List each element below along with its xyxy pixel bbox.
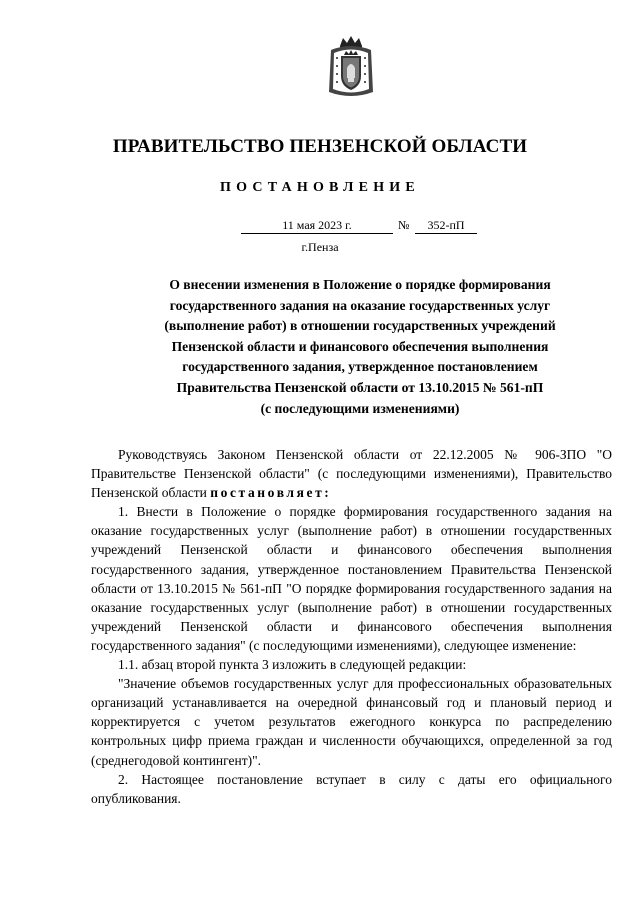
item-2-paragraph: 2. Настоящее постановление вступает в силу с даты его официального опубликования.: [91, 771, 612, 806]
decree-body: [91, 445, 612, 808]
item-1-1-paragraph: 1.1. абзац второй пункта 3 изложить в следующей редакции:: [118, 657, 467, 673]
document-type: ПОСТАНОВЛЕНИЕ: [220, 180, 420, 195]
title-line: Правительства Пензенской области от 13.10.2015 № 561-пП: [176, 379, 544, 395]
decree-number: 352-пП: [415, 218, 477, 234]
decree-date: 11 мая 2023 г.: [241, 218, 393, 234]
title-line: государственного задания на оказание государственных услуг: [169, 297, 551, 313]
title-line: О внесении изменения в Положение о порядке формирования: [169, 277, 551, 292]
government-name: ПРАВИТЕЛЬСТВО ПЕНЗЕНСКОЙ ОБЛАСТИ: [112, 136, 528, 157]
penza-coat-of-arms-icon: [326, 34, 376, 100]
city: г.Пенза: [301, 240, 339, 254]
decree-title: [100, 275, 620, 419]
title-line: (с последующими изменениями): [260, 400, 460, 416]
item-1-paragraph: 1. Внести в Положение о порядке формирования государственного задания на оказание государственных услуг (выполнение работ) в отношении государственных учреждений Пензенской области и финансового обеспечения выполнения государственного задания, утвержденное постановлением Правительства Пензенской области от 13.10.2015 № 561-пП "О порядке формирования государственного задания на оказание государственных услуг (выполнение работ) в отношении государственных учреждений Пензенской области и финансового обеспечения выполнения государственного задания" (с последующими изменениями), следующее изменение:: [91, 504, 612, 653]
intro-paragraph: [91, 445, 612, 502]
intro-text: Руководствуясь Законом Пензенской области от 22.12.2005 № 906-ЗПО "О Правительстве Пензенской области" (с последующими изменениями), Правительство Пензенской области: [91, 447, 612, 501]
date-number-line: [0, 218, 640, 236]
quoted-paragraph: "Значение объемов государственных услуг для профессиональных образовательных организаций устанавливается на очередной финансовый год и плановый период и корректируется с учетом результатов ежегодного конкурса по распределению контрольных цифр приема граждан и численности обучающихся, определенной за год (среднегодовой контингент)".: [91, 676, 612, 768]
number-sign: №: [398, 218, 410, 232]
resolves-word: постановляет:: [210, 485, 332, 501]
title-line: государственного задания, утвержденное постановлением: [182, 359, 538, 375]
title-line: (выполнение работ) в отношении государственных учреждений: [164, 318, 556, 334]
title-line: Пензенской области и финансового обеспечения выполнения: [171, 338, 549, 354]
